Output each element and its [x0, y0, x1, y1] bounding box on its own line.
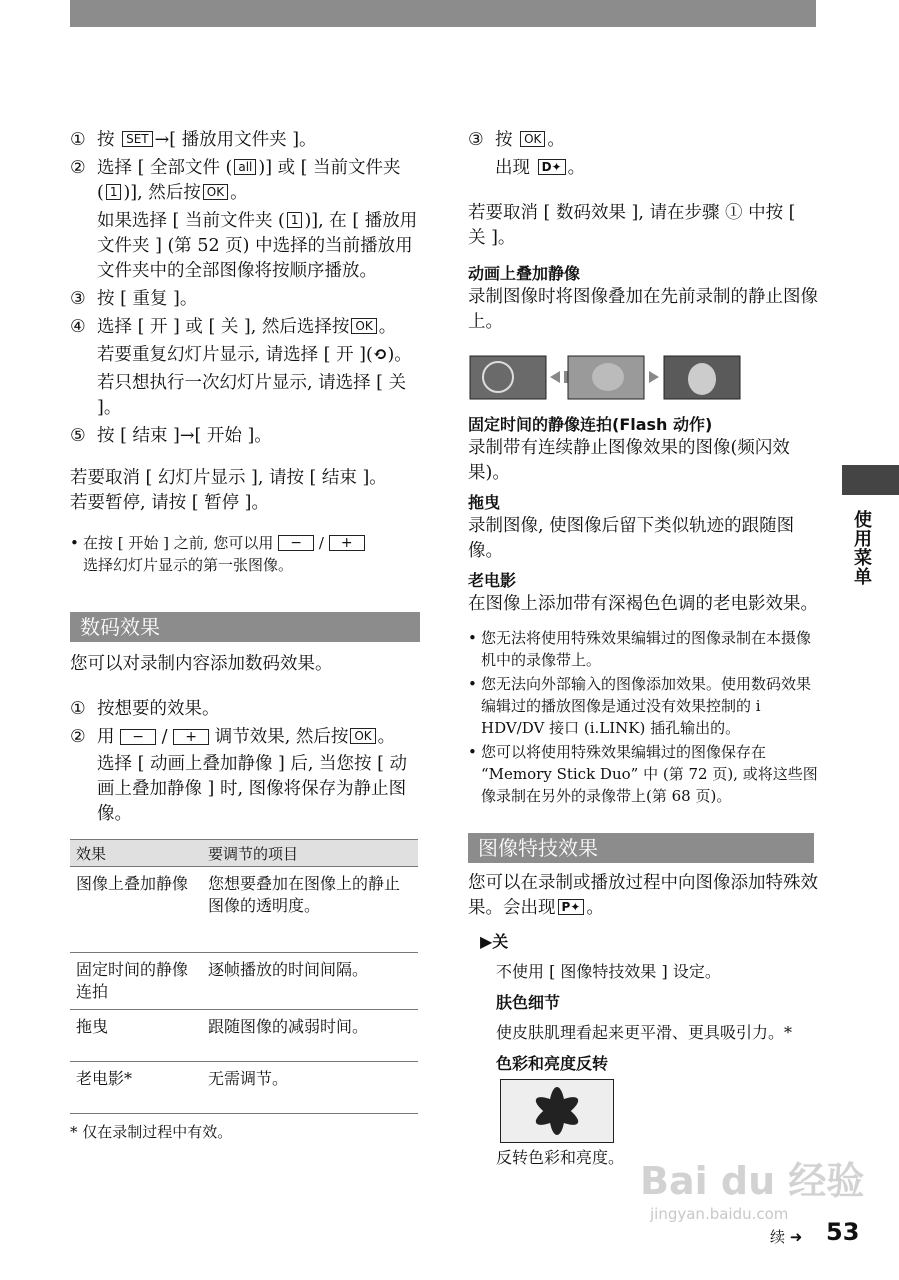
digital-step-2-note: 选择 [ 动画上叠加静像 ] 后, 当您按 [ 动画上叠加静像 ] 时, 图像将保存为静止图像。 [97, 754, 407, 824]
table-cell: 无需调节。 [202, 1062, 418, 1114]
digital-effect-intro: 您可以对录制内容添加数码效果。 [70, 654, 333, 674]
bullet-note: • 您可以将使用特殊效果编辑过的图像保存在 “Memory Stick Duo” 中 (第 72 页), 或将这些图像录制在另外的录像带上(第 68 页)。 [468, 743, 818, 805]
minus-key: − [120, 729, 156, 745]
step-2: ② 选择 [ 全部文件 ( all )] 或 [ 当前文件夹 ( 1 )], 然后按 OK 。 [70, 158, 401, 203]
current-folder-icon: 1 [287, 212, 303, 228]
side-tab-marker [842, 465, 899, 495]
ok-key: OK [520, 131, 545, 147]
table-cell: 您想要叠加在图像上的静止图像的透明度。 [202, 867, 418, 953]
heading-trail: 拖曳 [468, 493, 501, 512]
bullet-first-image: • 在按 [ 开始 ] 之前, 您可以用 − / + 选择幻灯片显示的第一张图像。 [70, 532, 420, 576]
option-skin-desc: 使皮肤肌理看起来更平滑、更具吸引力。* [496, 1023, 793, 1042]
plus-key: + [329, 535, 365, 551]
option-off-label: ▶关 [480, 932, 509, 951]
folder-note: 如果选择 [ 当前文件夹 ( 1 )], 在 [ 播放用文件夹 ] (第 52 页) 中选择的当前播放用文件夹中的全部图像将按顺序播放。 [97, 211, 418, 281]
table-cell: 固定时间的静像连拍 [70, 953, 202, 1010]
overlay-example-images [468, 355, 818, 400]
table-cell: 逐帧播放的时间间隔。 [202, 953, 418, 1010]
table-row [70, 1062, 418, 1114]
option-negative-desc: 反转色彩和亮度。 [496, 1148, 625, 1167]
page-number: 53 [826, 1218, 860, 1246]
ok-key: OK [351, 318, 376, 334]
bullet-note: • 您无法将使用特殊效果编辑过的图像录制在本摄像机中的录像带上。 [468, 629, 812, 669]
table-header-row [70, 840, 418, 867]
digital-effect-indicator: 出现 D✦ 。 [495, 158, 586, 178]
table-cell: 图像上叠加静像 [70, 867, 202, 953]
effect-table [70, 839, 418, 1114]
old-movie-desc: 在图像上添加带有深褐色色调的老电影效果。 [468, 594, 818, 614]
table-row [70, 867, 418, 953]
option-skin-label: 肤色细节 [496, 993, 561, 1012]
table-row [70, 953, 418, 1010]
flash-motion-desc: 录制带有连续静止图像效果的图像(频闪效果)。 [468, 438, 790, 483]
digital-effect-icon: D✦ [538, 159, 566, 175]
digital-step-3: ③ 按 OK 。 [468, 130, 565, 150]
left-column [70, 128, 420, 1145]
table-cell: 拖曳 [70, 1010, 202, 1062]
plus-key: + [173, 729, 209, 745]
cancel-slideshow-text: 若要取消 [ 幻灯片显示 ], 请按 [ 结束 ]。 [70, 468, 387, 488]
right-column [468, 128, 818, 1170]
baidu-watermark-logo: Bai du 经验 [640, 1159, 865, 1203]
table-cell: 跟随图像的减弱时间。 [202, 1010, 418, 1062]
baidu-watermark-url: jingyan.baidu.com [650, 1205, 789, 1223]
heading-old-movie: 老电影 [468, 571, 517, 590]
digital-step-2: ② 用 − / + 调节效果, 然后按 OK 。 [70, 727, 396, 747]
side-tab-label: 使用菜单 [851, 510, 872, 586]
picture-effect-icon: P✦ [558, 899, 585, 915]
option-off-desc: 不使用 [ 图像特技效果 ] 设定。 [496, 962, 721, 981]
minus-key: − [278, 535, 314, 551]
section-title-picture-effect: 图像特技效果 [468, 833, 814, 863]
heading-overlay-still: 动画上叠加静像 [468, 264, 581, 283]
cancel-digital-effect: 若要取消 [ 数码效果 ], 请在步骤 ① 中按 [ 关 ]。 [468, 203, 796, 248]
step-1: ① 按 SET →[ 播放用文件夹 ]。 [70, 130, 317, 150]
overlay-still-desc: 录制图像时将图像叠加在先前录制的静止图像上。 [468, 287, 818, 332]
ok-key: OK [203, 184, 228, 200]
current-folder-icon: 1 [106, 184, 122, 200]
ok-key: OK [350, 728, 375, 744]
all-files-icon: all [234, 159, 256, 175]
once-note: 若只想执行一次幻灯片显示, 请选择 [ 关 ]。 [97, 373, 407, 418]
repeat-note: 若要重复幻灯片显示, 请选择 [ 开 ](⟲)。 [97, 345, 412, 365]
step-3: ③ 按 [ 重复 ]。 [70, 289, 198, 309]
digital-step-1: ① 按想要的效果。 [70, 699, 220, 719]
set-key: SET [122, 131, 153, 147]
step-4: ④ 选择 [ 开 ] 或 [ 关 ], 然后选择按 OK 。 [70, 317, 397, 337]
table-row [70, 1010, 418, 1062]
table-cell: 老电影* [70, 1062, 202, 1114]
picture-effect-intro: 您可以在录制或播放过程中向图像添加特殊效果。会出现 P✦ 。 [468, 873, 818, 918]
bullet-note: • 您无法向外部输入的图像添加效果。使用数码效果编辑过的播放图像是通过没有效果控制的 i HDV/DV 接口 (i.LINK) 插孔输出的。 [468, 675, 812, 737]
section-title-digital-effect: 数码效果 [70, 612, 420, 642]
top-header-bar [70, 0, 816, 27]
pause-text: 若要暂停, 请按 [ 暂停 ]。 [70, 493, 269, 513]
table-header: 要调节的项目 [202, 840, 418, 867]
option-negative-label: 色彩和亮度反转 [496, 1054, 609, 1073]
negative-example-image [500, 1079, 614, 1143]
trail-desc: 录制图像, 使图像后留下类似轨迹的跟随图像。 [468, 516, 795, 561]
loop-icon: ⟲ [372, 345, 388, 365]
table-footnote: * 仅在录制过程中有效。 [70, 1123, 233, 1141]
table-header: 效果 [70, 840, 202, 867]
continued-label: 续 ➜ [770, 1228, 803, 1246]
heading-flash-motion: 固定时间的静像连拍(Flash 动作) [468, 415, 713, 434]
overlay-example-figure [468, 355, 744, 400]
step-5: ⑤ 按 [ 结束 ]→[ 开始 ]。 [70, 426, 272, 446]
